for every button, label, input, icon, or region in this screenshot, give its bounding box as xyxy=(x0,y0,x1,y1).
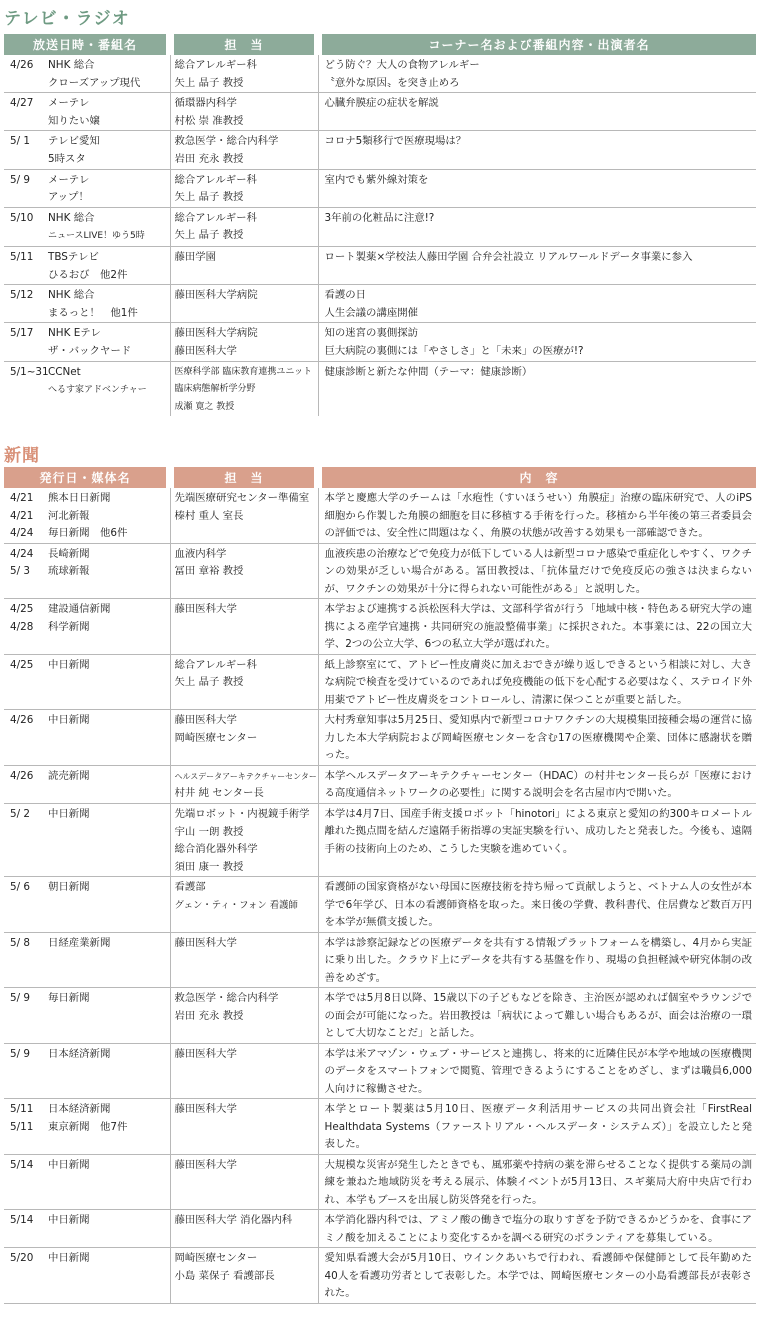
news-content-cell xyxy=(318,710,756,766)
tv-program-line xyxy=(10,172,170,190)
news-content-text: 本学と慶應大学のチームは「水疱性（すいほうせい）角膜症」治療の臨床研究で、人のiPS細胞から作製した角膜の細胞を目に移植する手術を行った。移植から半年後の第三者委員会の評価では、安全性に問題はなく、角膜の状態が改善する効果も一部確認できた。 xyxy=(324,492,752,539)
news-date: 4/26 xyxy=(10,769,34,782)
newspaper-table xyxy=(4,467,756,1304)
table-row xyxy=(4,877,756,933)
news-tanto-cell xyxy=(170,1043,318,1099)
tv-program-line xyxy=(10,343,170,361)
table-row xyxy=(4,1248,756,1304)
table-row xyxy=(4,599,756,655)
news-header-media: 発行日・媒体名 xyxy=(4,467,170,488)
table-row xyxy=(4,246,756,284)
news-media-cell xyxy=(4,1210,170,1248)
tv-broadcast-cell xyxy=(4,207,170,246)
news-content-cell xyxy=(318,1210,756,1248)
table-row xyxy=(4,1043,756,1099)
news-media-cell xyxy=(4,988,170,1044)
news-media-cell xyxy=(4,543,170,599)
news-tanto-cell xyxy=(170,488,318,543)
news-tanto-line: グェン・ティ・フォン 看護師 xyxy=(174,899,298,911)
tv-broadcast-cell xyxy=(4,169,170,207)
news-media-line xyxy=(10,1046,170,1064)
tv-content-line: コロナ5類移行で医療現場は？ xyxy=(324,135,467,148)
news-tanto-cell xyxy=(170,765,318,803)
news-tanto-cell xyxy=(170,599,318,655)
news-tanto-line: 岡崎医療センター xyxy=(174,731,258,744)
tv-program-name: NHK 総合 xyxy=(48,211,95,224)
news-date: 5/ 2 xyxy=(10,807,31,820)
tv-program-line xyxy=(10,381,170,400)
tv-content-line: 〝意外な原因〟を突き止めろ xyxy=(324,76,460,89)
news-media-line xyxy=(10,1157,170,1175)
table-row xyxy=(4,803,756,876)
news-tanto-cell xyxy=(170,803,318,876)
tv-content-line: 巨大病院の裏側には「やさしさ」と「未来」の医療が!? xyxy=(324,344,584,357)
news-tanto-cell xyxy=(170,988,318,1044)
news-media-cell xyxy=(4,654,170,710)
tv-content-cell xyxy=(318,361,756,416)
tv-program-line xyxy=(10,227,170,246)
tv-program-line xyxy=(10,287,170,305)
tv-content-line: どう防ぐ？大人の食物アレルギー xyxy=(324,59,480,71)
news-media-name: 科学新聞 xyxy=(48,620,90,633)
tv-tanto-line: 臨床病態解析学分野 xyxy=(174,384,256,395)
tv-date: 4/26 xyxy=(10,59,34,71)
news-media-cell xyxy=(4,803,170,876)
tv-tanto-line: 矢上 晶子 教授 xyxy=(174,191,244,204)
news-content-cell xyxy=(318,765,756,803)
news-content-text: 大規模な災害が発生したときでも、風邪薬や持病の薬を滞らせることなく提供する薬局の訓練を兼ねた地域防災を考える展示、体験イベントが5月13日、スギ薬局大府中央店で行われ、本学もブースを出展し防災啓発を行った。 xyxy=(324,1158,752,1206)
tv-tanto-line: 藤田医科大学病院 xyxy=(174,327,258,340)
tv-content-line: 心臓弁膜症の症状を解説 xyxy=(324,97,439,110)
tv-content-line: 室内でも紫外線対策を xyxy=(324,173,429,186)
news-media-line xyxy=(10,712,170,730)
news-media-name: 中日新聞 xyxy=(48,1252,90,1265)
tv-tanto-cell xyxy=(170,361,318,416)
tv-content-cell xyxy=(318,55,756,93)
news-date: 4/24 xyxy=(10,547,34,560)
table-row xyxy=(4,543,756,599)
tv-program-line xyxy=(10,95,170,113)
news-media-line xyxy=(10,619,170,637)
news-media-line xyxy=(10,1250,170,1268)
tv-program-name: ひるおび 他2件 xyxy=(48,268,128,281)
tv-program-name: ザ・バックヤード xyxy=(48,344,132,357)
news-media-name: 中日新聞 xyxy=(48,1158,90,1171)
tv-program-line xyxy=(10,305,170,323)
news-tanto-cell xyxy=(170,710,318,766)
news-media-cell xyxy=(4,932,170,988)
tv-broadcast-cell xyxy=(4,55,170,93)
tv-program-line xyxy=(10,57,170,75)
tv-program-name: TBSテレビ xyxy=(48,250,99,263)
news-tanto-line: 藤田医科大学 xyxy=(174,936,237,949)
news-media-name: 中日新聞 xyxy=(48,658,90,671)
news-content-text: 本学は米アマゾン・ウェブ・サービスと連携し、将来的に近隣住民が本学や地域の医療機関のデータをスマートフォンで閲覧、管理できるようにすることをめざし、まずは職員6,000人向けに稼働させた。 xyxy=(324,1047,752,1095)
news-tanto-cell xyxy=(170,1154,318,1210)
news-tanto-line: 岡崎医療センター xyxy=(174,1252,258,1265)
tv-program-line xyxy=(10,249,170,267)
tv-header-tanto: 担 当 xyxy=(170,34,318,55)
table-row xyxy=(4,488,756,543)
tv-tanto-line: 藤田医科大学 xyxy=(174,344,237,357)
news-tanto-cell xyxy=(170,654,318,710)
news-media-cell xyxy=(4,1099,170,1155)
news-date: 5/ 6 xyxy=(10,881,31,894)
news-content-text: 血液疾患の治療などで免疫力が低下している人は新型コロナ感染で重症化しやすく、ワクチンの効果が乏しい場合がある。冨田教授は、「抗体量だけで免疫反応の強さは決まらないが、ワクチンの効果が十分に得られない可能性がある」と説明した。 xyxy=(324,547,752,595)
tv-date: 5/ 9 xyxy=(10,173,31,186)
tv-program-name: アップ！ xyxy=(48,191,89,204)
tv-tanto-cell xyxy=(170,323,318,361)
news-media-name: 日本経済新聞 xyxy=(48,1047,111,1060)
tv-date: 5/12 xyxy=(10,289,34,302)
news-media-cell xyxy=(4,765,170,803)
tv-program-name: まるっと！ 他1件 xyxy=(48,306,138,319)
tv-program-name: メーテレ xyxy=(48,97,90,110)
tv-tanto-line: 成瀬 寛之 教授 xyxy=(174,401,235,412)
news-media-name: 東京新聞 他7件 xyxy=(48,1120,128,1133)
news-date: 5/11 xyxy=(10,1120,34,1133)
tv-date: 5/17 xyxy=(10,327,34,340)
news-header-tanto: 担 当 xyxy=(170,467,318,488)
tv-broadcast-cell xyxy=(4,361,170,416)
news-media-name: 毎日新聞 他6件 xyxy=(48,527,128,540)
news-content-text: 本学および連携する浜松医科大学は、文部科学省が行う「地域中核・特色ある研究大学の連携による産学官連携・共同研究の施設整備事業」に採択された。本事業には、22の国立大学、2つの公立大学、6つの私立大学が選ばれた。 xyxy=(324,603,752,651)
table-row xyxy=(4,131,756,169)
news-content-cell xyxy=(318,932,756,988)
news-media-name: 朝日新聞 xyxy=(48,881,90,894)
tv-content-cell xyxy=(318,207,756,246)
news-content-cell xyxy=(318,1248,756,1304)
news-content-cell xyxy=(318,488,756,543)
table-row xyxy=(4,169,756,207)
news-content-text: 本学ヘルスデータアーキテクチャーセンター（HDAC）の村井センター長らが「医療における高度通信ネットワークの必要性」に関する説明会を名古屋市内で開いた。 xyxy=(324,769,752,800)
tv-tanto-line: 救急医学・総合内科学 xyxy=(174,135,279,148)
news-media-name: 河北新報 xyxy=(48,509,90,522)
news-media-line xyxy=(10,806,170,824)
tv-program-line xyxy=(10,364,170,382)
news-tanto-line: 血液内科学 xyxy=(174,547,227,560)
table-row xyxy=(4,988,756,1044)
news-tanto-cell xyxy=(170,932,318,988)
tv-date: 5/1~31 xyxy=(10,365,49,378)
news-media-line xyxy=(10,768,170,786)
news-content-cell xyxy=(318,543,756,599)
tv-tanto-cell xyxy=(170,246,318,284)
news-media-line xyxy=(10,990,170,1008)
tv-program-name: 知りたい嬢 xyxy=(48,114,100,127)
news-tanto-line: 総合消化器外科学 xyxy=(174,843,258,856)
tv-content-cell xyxy=(318,169,756,207)
tv-header-broadcast: 放送日時・番組名 xyxy=(4,34,170,55)
tv-content-line: 健康診断と新たな仲間（テーマ：健康診断） xyxy=(324,365,533,378)
news-date: 4/28 xyxy=(10,620,34,633)
news-content-text: 愛知県看護大会が5月10日、ウインクあいちで行われ、看護師や保健師として長年勤めた40人を看護功労者として表彰した。本学では、岡崎医療センターの小島看護部長が表彰された。 xyxy=(324,1252,752,1300)
tv-header-content: コーナー名および番組内容・出演者名 xyxy=(318,34,756,55)
table-row xyxy=(4,1210,756,1248)
news-media-line xyxy=(10,563,170,581)
news-media-line xyxy=(10,879,170,897)
news-header-row xyxy=(4,467,756,488)
tv-broadcast-cell xyxy=(4,131,170,169)
tv-broadcast-cell xyxy=(4,93,170,131)
news-date: 5/ 9 xyxy=(10,1047,31,1060)
news-date: 5/ 9 xyxy=(10,992,31,1005)
news-date: 5/14 xyxy=(10,1214,34,1227)
news-date: 4/26 xyxy=(10,714,34,727)
tv-tanto-line: 藤田学園 xyxy=(174,250,217,263)
tv-program-line xyxy=(10,210,170,228)
news-content-cell xyxy=(318,654,756,710)
tv-program-name: クローズアップ現代 xyxy=(48,76,141,89)
table-row xyxy=(4,93,756,131)
tv-content-cell xyxy=(318,323,756,361)
news-date: 4/21 xyxy=(10,492,34,504)
tv-program-name: NHK 総合 xyxy=(48,59,95,71)
news-date: 5/11 xyxy=(10,1103,34,1116)
tv-program-line xyxy=(10,267,170,285)
news-content-cell xyxy=(318,803,756,876)
tv-program-name: メーテレ xyxy=(48,173,90,186)
table-row xyxy=(4,361,756,416)
news-media-name: 日本経済新聞 xyxy=(48,1103,111,1116)
news-media-name: 読売新聞 xyxy=(48,769,90,782)
news-media-name: 長崎新聞 xyxy=(48,547,90,560)
news-media-cell xyxy=(4,1043,170,1099)
news-media-line xyxy=(10,935,170,953)
news-tanto-line: 小島 菜保子 看護部長 xyxy=(174,1269,275,1282)
tv-date: 5/ 1 xyxy=(10,135,31,148)
news-tanto-line: 榛村 重人 室長 xyxy=(174,509,244,522)
news-content-text: 本学とロート製薬は5月10日、医療データ利活用サービスの共同出資会社「FirstReal Healthdata Systems（ファーストリアル・ヘルスデータ・システムズ）」を設立したと発表した。 xyxy=(324,1103,752,1151)
tv-tanto-line: 藤田医科大学病院 xyxy=(174,289,258,302)
news-content-cell xyxy=(318,1043,756,1099)
tv-radio-table xyxy=(4,34,756,416)
news-media-name: 中日新聞 xyxy=(48,807,90,820)
tv-tanto-line: 村松 崇 准教授 xyxy=(174,114,244,127)
tv-content-line: 知の迷宮の裏側探訪 xyxy=(324,327,419,340)
tv-date: 5/11 xyxy=(10,250,34,263)
tv-tanto-cell xyxy=(170,207,318,246)
news-tanto-line: 矢上 晶子 教授 xyxy=(174,676,244,689)
news-media-name: 熊本日日新聞 xyxy=(48,492,111,504)
news-date: 4/24 xyxy=(10,527,34,540)
tv-content-line: 3年前の化粧品に注意!? xyxy=(324,211,435,224)
tv-tanto-cell xyxy=(170,131,318,169)
news-media-cell xyxy=(4,599,170,655)
tv-radio-section-title: テレビ・ラジオ xyxy=(4,9,130,29)
tv-program-line xyxy=(10,133,170,151)
news-content-text: 看護師の国家資格がない母国に医療技術を持ち帰って貢献しようと、ベトナム人の女性が本学で6年学び、日本の看護師資格を取った。来日後の学費、教科書代、住居費など数百万円を本学が無償支援した。 xyxy=(324,881,752,929)
table-row xyxy=(4,654,756,710)
tv-content-cell xyxy=(318,131,756,169)
tv-tanto-line: 医療科学部 臨床教育連携ユニット xyxy=(174,366,313,377)
news-media-line xyxy=(10,657,170,675)
news-header-content: 内 容 xyxy=(318,467,756,488)
table-row xyxy=(4,710,756,766)
table-row xyxy=(4,1099,756,1155)
table-row xyxy=(4,285,756,323)
news-tanto-cell xyxy=(170,877,318,933)
tv-content-cell xyxy=(318,246,756,284)
tv-content-line: 看護の日 xyxy=(324,289,367,302)
news-media-line xyxy=(10,1101,170,1119)
news-media-name: 中日新聞 xyxy=(48,714,90,727)
tv-tanto-line: 岩田 充永 教授 xyxy=(174,152,244,165)
table-row xyxy=(4,55,756,93)
tv-tanto-cell xyxy=(170,55,318,93)
news-media-line xyxy=(10,525,170,543)
news-content-text: 大村秀章知事は5月25日、愛知県内で新型コロナワクチンの大規模集団接種会場の運営に協力した本大学病院および岡崎医療センターを含む17の医療機関や企業、団体に感謝状を贈った。 xyxy=(324,714,752,762)
news-media-line xyxy=(10,490,170,508)
tv-program-line xyxy=(10,189,170,207)
tv-content-line: 人生会議の講座開催 xyxy=(324,306,419,319)
news-tanto-line: 須田 康一 教授 xyxy=(174,860,244,873)
news-content-text: 本学は4月7日、国産手術支援ロボット「hinotori」による東京と愛知の約300キロメートル離れた拠点間を結んだ遠隔手術指導の実証実験を行い、成功したと発表した。今後も、遠隔手術の技術向上のため、こうした実験を進めていく。 xyxy=(324,807,752,855)
news-media-cell xyxy=(4,710,170,766)
news-content-text: 本学は診察記録などの医療データを共有する情報プラットフォームを構築し、4月から実証に乗り出した。クラウド上にデータを共有する基盤を作り、現場の負担軽減や研究体制の改善をめざす。 xyxy=(324,936,752,984)
news-media-cell xyxy=(4,488,170,543)
news-tanto-line: 藤田医科大学 xyxy=(174,603,237,616)
tv-content-cell xyxy=(318,93,756,131)
tv-tanto-line: 循環器内科学 xyxy=(174,97,237,110)
tv-program-name: NHK 総合 xyxy=(48,289,95,302)
tv-tanto-cell xyxy=(170,285,318,323)
news-content-cell xyxy=(318,988,756,1044)
news-tanto-line: 先端ロボット・内視鏡手術学 xyxy=(174,807,310,820)
news-media-name: 日経産業新聞 xyxy=(48,936,111,949)
news-tanto-line: 冨田 章裕 教授 xyxy=(174,565,244,578)
tv-program-line xyxy=(10,325,170,343)
tv-tanto-line: 総合アレルギー科 xyxy=(174,59,257,71)
news-media-line xyxy=(10,546,170,564)
tv-header-row xyxy=(4,34,756,55)
tv-tanto-line: 総合アレルギー科 xyxy=(174,211,257,224)
news-content-text: 紙上診察室にて、アトピー性皮膚炎に加えおできが繰り返しできるという相談に対し、大きな病院で検査を受けているのであれば免疫機能の低下を心配する必要はなく、ステロイド外用薬でアトピー性皮膚炎をコントロールし、清潔に保つことが重要と話した。 xyxy=(324,658,752,706)
news-tanto-line: 総合アレルギー科 xyxy=(174,658,257,671)
tv-broadcast-cell xyxy=(4,323,170,361)
tv-program-name: CCNet xyxy=(48,365,81,378)
table-row xyxy=(4,1154,756,1210)
news-media-name: 琉球新報 xyxy=(48,565,90,578)
tv-content-cell xyxy=(318,285,756,323)
news-tanto-cell xyxy=(170,1210,318,1248)
news-date: 5/ 8 xyxy=(10,936,31,949)
tv-tanto-line: 矢上 晶子 教授 xyxy=(174,229,244,242)
news-content-text: 本学では5月8日以降、15歳以下の子どもなどを除き、主治医が認めれば個室やラウンジでの面会が可能になった。岩田教授は「病状によって難しい場合もあるが、面会は治療の一環として大切なことだ」と話した。 xyxy=(324,992,752,1040)
tv-program-name: ニュースLIVE！ゆう5時 xyxy=(48,231,145,242)
news-tanto-line: 藤田医科大学 消化器内科 xyxy=(174,1214,293,1227)
news-date: 4/25 xyxy=(10,658,34,671)
tv-tanto-line: 総合アレルギー科 xyxy=(174,173,257,186)
news-tanto-cell xyxy=(170,543,318,599)
news-date: 4/21 xyxy=(10,509,34,522)
news-media-cell xyxy=(4,1248,170,1304)
news-media-name: 毎日新聞 xyxy=(48,992,90,1005)
news-tanto-line: 村井 純 センター長 xyxy=(174,787,264,800)
table-row xyxy=(4,932,756,988)
tv-date: 4/27 xyxy=(10,97,34,110)
news-tanto-line: 藤田医科大学 xyxy=(174,1103,237,1116)
table-row xyxy=(4,765,756,803)
tv-program-line xyxy=(10,113,170,131)
news-date: 5/ 3 xyxy=(10,565,31,578)
tv-tanto-cell xyxy=(170,169,318,207)
newspaper-section-title: 新聞 xyxy=(4,446,40,466)
news-tanto-line: 先端医療研究センター準備室 xyxy=(174,492,310,504)
news-content-cell xyxy=(318,1099,756,1155)
tv-program-line xyxy=(10,75,170,93)
tv-broadcast-cell xyxy=(4,285,170,323)
tv-broadcast-cell xyxy=(4,246,170,284)
tv-program-line xyxy=(10,151,170,169)
news-tanto-line: 看護部 xyxy=(174,881,206,894)
news-date: 5/14 xyxy=(10,1158,34,1171)
news-tanto-line: 藤田医科大学 xyxy=(174,1158,237,1171)
news-media-line xyxy=(10,601,170,619)
news-media-name: 建設通信新聞 xyxy=(48,603,111,616)
news-media-line xyxy=(10,1119,170,1137)
news-content-text: 本学消化器内科では、アミノ酸の働きで塩分の取りすぎを予防できるかどうかを、食事にアミノ酸を加えることにより変化するかを調べる研究のボランティアを募集している。 xyxy=(324,1214,752,1244)
news-tanto-line: 藤田医科大学 xyxy=(174,714,237,727)
tv-program-name: 5時スタ xyxy=(48,152,86,165)
news-tanto-cell xyxy=(170,1248,318,1304)
news-tanto-line: ヘルスデータアーキテクチャーセンター xyxy=(174,771,317,781)
tv-content-line: ロート製薬×学校法人藤田学園 合弁会社設立 リアルワールドデータ事業に参入 xyxy=(324,250,693,263)
news-date: 5/20 xyxy=(10,1252,34,1265)
news-media-name: 中日新聞 xyxy=(48,1214,90,1227)
news-media-line xyxy=(10,1212,170,1230)
news-content-cell xyxy=(318,877,756,933)
news-tanto-line: 救急医学・総合内科学 xyxy=(174,992,279,1005)
tv-program-name: へるす家アドベンチャー xyxy=(48,385,147,396)
news-tanto-line: 岩田 充永 教授 xyxy=(174,1009,244,1022)
news-content-cell xyxy=(318,1154,756,1210)
table-row xyxy=(4,207,756,246)
table-row xyxy=(4,323,756,361)
tv-tanto-line: 矢上 晶子 教授 xyxy=(174,76,244,89)
news-tanto-line: 藤田医科大学 xyxy=(174,1047,237,1060)
tv-program-name: NHK Eテレ xyxy=(48,327,101,340)
tv-date: 5/10 xyxy=(10,211,34,224)
tv-tanto-cell xyxy=(170,93,318,131)
news-tanto-cell xyxy=(170,1099,318,1155)
news-media-line xyxy=(10,508,170,526)
news-date: 4/25 xyxy=(10,603,34,616)
news-media-cell xyxy=(4,1154,170,1210)
news-content-cell xyxy=(318,599,756,655)
tv-program-name: テレビ愛知 xyxy=(48,135,100,148)
news-tanto-line: 宇山 一朗 教授 xyxy=(174,825,244,838)
news-media-cell xyxy=(4,877,170,933)
